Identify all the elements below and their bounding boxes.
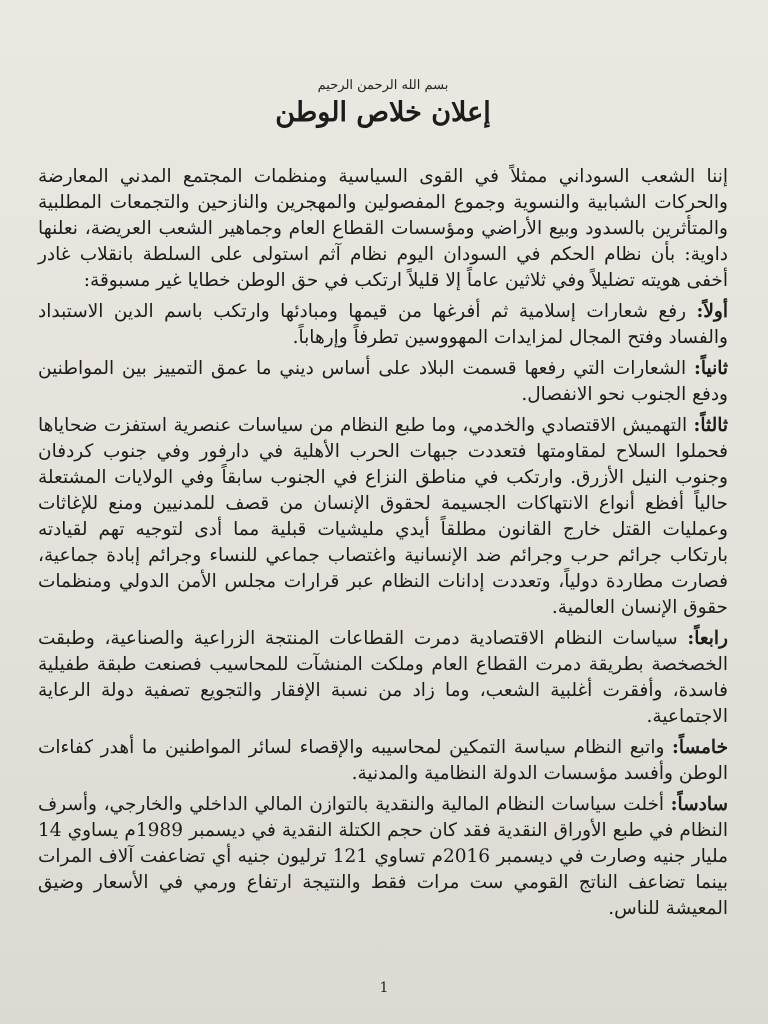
paragraph-intro — [38, 164, 728, 294]
document-title: إعلان خلاص الوطن — [275, 97, 491, 128]
paragraph-third — [38, 413, 728, 621]
basmala: بسم الله الرحمن الرحيم — [317, 78, 449, 93]
paragraph-label: رابعاً: — [687, 628, 728, 649]
paragraph-text: الشعارات التي رفعها قسمت البلاد على أساس ديني ما عمق التمييز بين المواطنين ودفع الجنوب نحو الانفصال. — [38, 358, 728, 405]
document-body — [38, 164, 728, 922]
paragraph-label: ثالثاً: — [693, 415, 728, 436]
paragraph-text: رفع شعارات إسلامية ثم أفرغها من قيمها ومبادئها وارتكب باسم الدين الاستبداد والفساد وفتح المجال لمزايدات المهووسين تطرفاً وإرهاباً. — [38, 301, 728, 348]
paragraph-text: أخلت سياسات النظام المالية والنقدية بالتوازن المالي الداخلي والخارجي، وأسرف النظام في طبع الأوراق النقدية فقد كان حجم الكتلة النقدية في ديسمبر 1989م يساوي 14 مليار جنيه وصارت في ديسمبر 2016م تساوي 121 ترليون جنيه أي تضاعفت آلاف المرات بينما تضاعف الناتج القومي ست مرات فقط والنتيجة ارتفاع ورمي في الأسعار وضيق المعيشة للناس. — [38, 794, 729, 919]
page-number: 1 — [379, 980, 389, 996]
paragraph-fourth — [38, 626, 728, 730]
paragraph-text: إننا الشعب السوداني ممثلاً في القوى السياسية ومنظمات المجتمع المدني المعارضة والحركات الشبابية والنسوية وجموع المفصولين والمهجرين والنازحين والتجمعات المطلبية والمتأثرين بالسدود وبيع الأراضي ومؤسسات القطاع العام وجماهير الشعب العريضة، نعلنها داوية: بأن نظام الحكم في السودان اليوم نظام آثم استولى على السلطة بانقلاب غادر أخفى هويته تضليلاً وفي ثلاثين عاماً إلا قليلاً ارتكب في حق الوطن خطايا غير مسبوقة: — [38, 166, 728, 291]
paragraph-sixth — [38, 792, 728, 922]
paragraph-label: ثانياً: — [694, 358, 728, 379]
paragraph-second — [38, 356, 728, 408]
paragraph-first — [38, 299, 728, 351]
paragraph-text: التهميش الاقتصادي والخدمي، وما طبع النظام من سياسات عنصرية استفزت ضحاياها فحملوا السلاح لمقاومتها فتعددت جبهات الحرب الأهلية في دارفور وفي جنوب كردفان وجنوب النيل الأزرق. وارتكب في مناطق النزاع في الجنوب سابقاً وفي الولايات المشتعلة حالياً أفظع أنواع الانتهاكات الجسيمة لحقوق الإنسان من قصف للمدنيين ومنع للإغاثات وعمليات القتل خارج القانون مطلقاً أيدي مليشيات قبلية مما أدى لتوجيه تهم لقيادته بارتكاب جرائم حرب وجرائم ضد الإنسانية واغتصاب جماعي للنساء وجرائم إبادة جماعية، فصارت مطاردة دولياً، وتعددت إدانات النظام عبر قرارات مجلس الأمن الدولي ومنظمات حقوق الإنسان العالمية. — [38, 415, 728, 618]
paragraph-text: واتبع النظام سياسة التمكين لمحاسيبه والإقصاء لسائر المواطنين ما أهدر كفاءات الوطن وأفسد مؤسسات الدولة النظامية والمدنية. — [38, 737, 728, 784]
paragraph-label: سادساً: — [670, 794, 728, 815]
paragraph-label: خامساً: — [672, 737, 728, 758]
paragraph-fifth — [38, 735, 728, 787]
paragraph-text: سياسات النظام الاقتصادية دمرت القطاعات المنتجة الزراعية والصناعية، وطبقت الخصخصة بطريقة دمرت القطاع العام وملكت المنشآت للمحاسيب فصنعت طبقة طفيلية فاسدة، وأفقرت أغلبية الشعب، وما زاد من نسبة الإفقار والتجويع تصفية دولة الرعاية الاجتماعية. — [38, 628, 728, 727]
paragraph-label: أولاً: — [696, 301, 728, 322]
